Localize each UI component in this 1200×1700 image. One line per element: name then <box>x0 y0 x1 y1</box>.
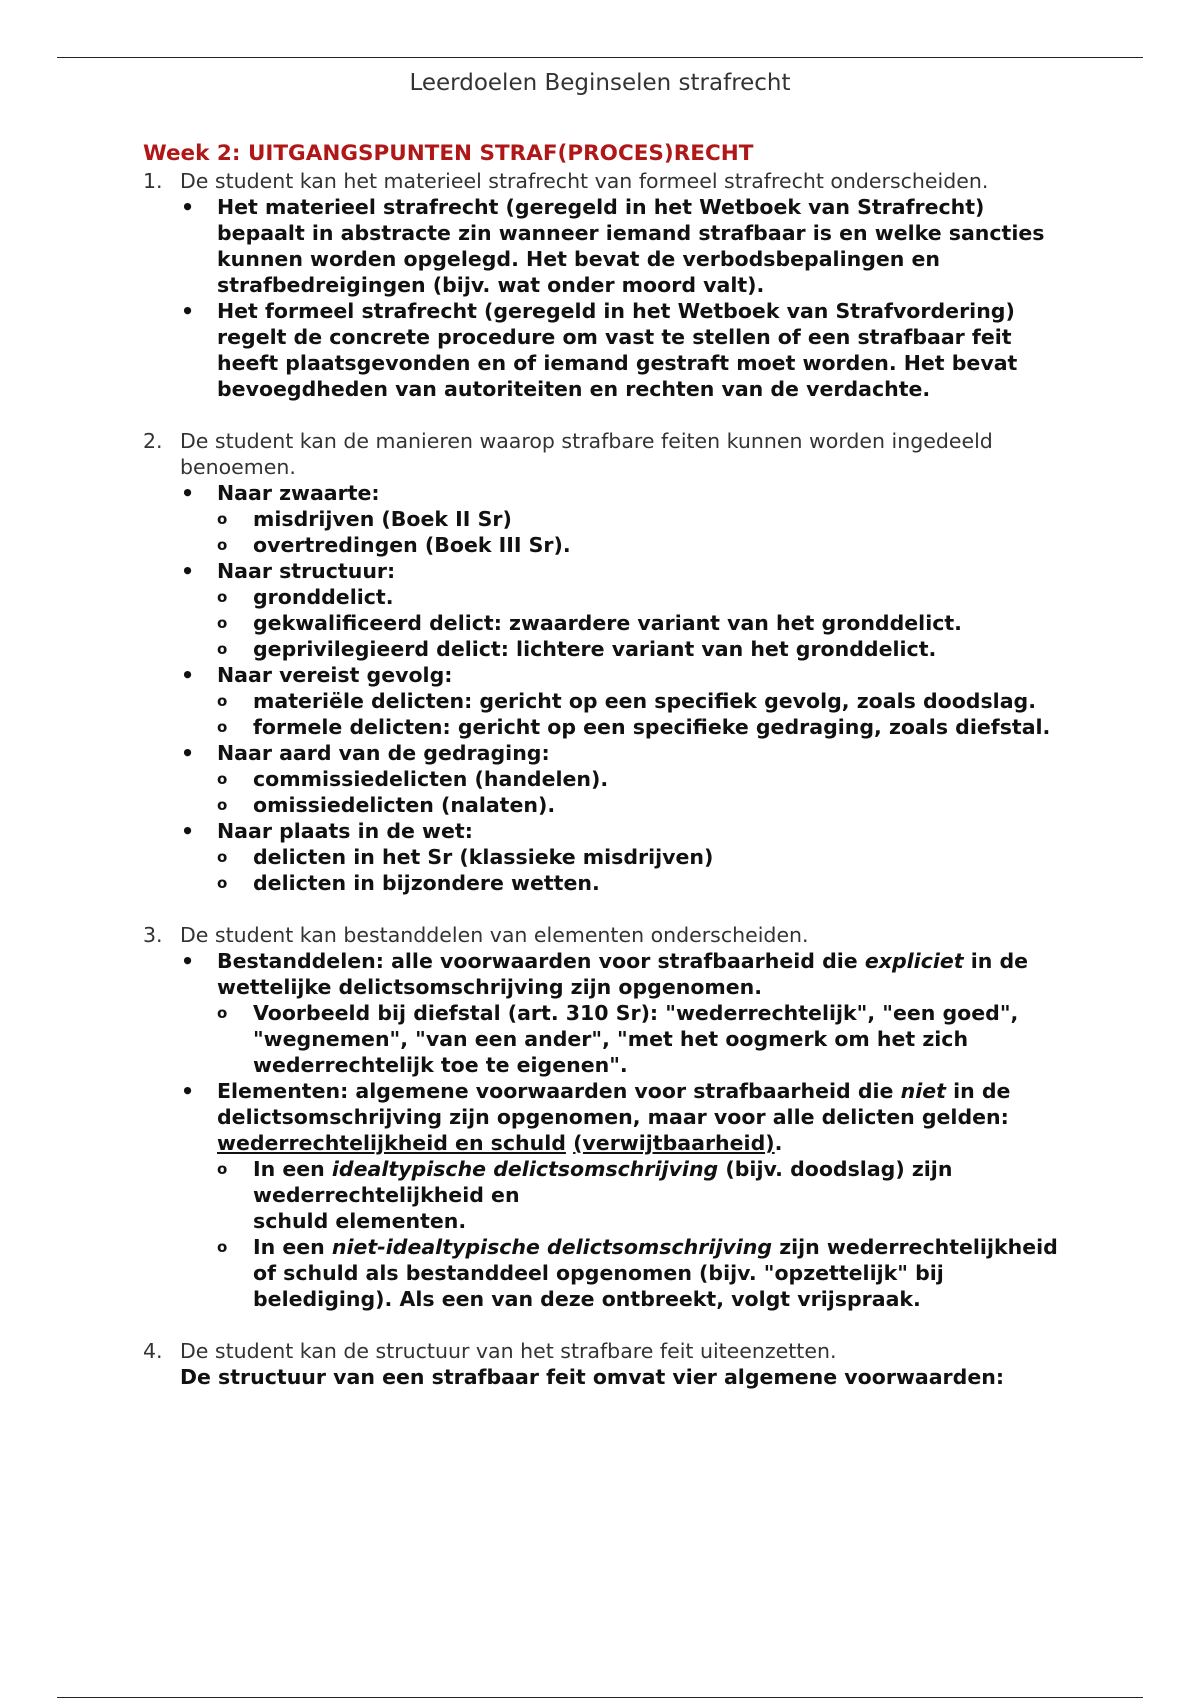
objective-text: De student kan de manieren waarop strafbare feiten kunnen worden ingedeeld benoemen. <box>180 429 993 479</box>
bullet-text: Naar zwaarte: <box>217 481 380 505</box>
sub-list <box>217 688 1063 740</box>
objective-number: 1. <box>143 169 163 193</box>
underlined-term: wederrechtelijkheid en schuld <box>217 1131 566 1155</box>
bullet-text: Elementen: algemene voorwaarden voor strafbaarheid die <box>217 1079 901 1103</box>
sub-item: o geprivilegieerd delict: lichtere variant van het gronddelict. <box>253 636 1063 662</box>
sub-list <box>217 844 1063 896</box>
sub-item: o delicten in het Sr (klassieke misdrijven) <box>253 844 1063 870</box>
sub-list <box>217 584 1063 662</box>
page-title: Leerdoelen Beginselen strafrecht <box>409 70 791 96</box>
bullet-item <box>217 1078 1063 1312</box>
sub-item: o overtredingen (Boek III Sr). <box>253 532 1063 558</box>
sub-item: o Voorbeeld bij diefstal (art. 310 Sr): "wederrechtelijk", "een goed", "wegnemen", "van een ander", "met het oogmerk om het zich wederrechtelijk toe te eigenen". <box>253 1000 1063 1078</box>
objective-number: 4. <box>143 1339 163 1363</box>
bullet-text: . <box>774 1131 783 1155</box>
sub-text: zijn wederrechtelijkheid of schuld als bestanddeel opgenomen (bijv. "opzettelijk" bij belediging). Als een van deze ontbreekt, volgt vrijspraak. <box>253 1235 1058 1311</box>
sub-list <box>217 766 1063 818</box>
objective-number: 3. <box>143 923 163 947</box>
week-heading: Week 2: UITGANGSPUNTEN STRAF(PROCES)RECHT <box>143 141 754 166</box>
bullet-text: in de delictsomschrijving zijn opgenomen, maar voor alle delicten gelden: <box>217 1079 1011 1129</box>
sub-item: o commissiedelicten (handelen). <box>253 766 1063 792</box>
footer-rule <box>57 1697 1143 1698</box>
sub-item: o materiële delicten: gericht op een specifiek gevolg, zoals doodslag. <box>253 688 1063 714</box>
document-body <box>143 142 1063 1390</box>
bullet-emphasis: niet <box>900 1079 946 1103</box>
bullet-list <box>180 194 1063 402</box>
bullet-item <box>217 480 1063 558</box>
sub-item: o gekwalificeerd delict: zwaardere variant van het gronddelict. <box>253 610 1063 636</box>
objective-1 <box>143 168 1063 402</box>
bullet-text: Naar aard van de gedraging: <box>217 741 550 765</box>
sub-item: o gronddelict. <box>253 584 1063 610</box>
sub-emphasis: idealtypische delictsomschrijving <box>331 1157 719 1181</box>
sub-list <box>217 1000 1063 1078</box>
bullet-list <box>180 948 1063 1312</box>
bullet-item <box>217 740 1063 818</box>
sub-list <box>217 506 1063 558</box>
bullet-item: • Het materieel strafrecht (geregeld in het Wetboek van Strafrecht) bepaalt in abstracte zin wanneer iemand strafbaar is en welke sancties kunnen worden opgelegd. Het bevat de verbodsbepalingen en strafbedreigingen (bijv. wat onder moord valt). <box>217 194 1063 298</box>
objective-3 <box>143 922 1063 1312</box>
objective-intro: De structuur van een strafbaar feit omvat vier algemene voorwaarden: <box>180 1365 1005 1389</box>
bullet-item: • Het formeel strafrecht (geregeld in het Wetboek van Strafvordering) regelt de concrete procedure om vast te stellen of een strafbaar feit heeft plaatsgevonden en of iemand gestraft moet worden. Het bevat bevoegdheden van autoriteiten en rechten van de verdachte. <box>217 298 1063 402</box>
objective-2 <box>143 428 1063 896</box>
header-rule <box>57 57 1143 58</box>
objective-text: De student kan bestanddelen van elementen onderscheiden. <box>180 923 809 947</box>
sub-list <box>217 1156 1063 1312</box>
bullet-item <box>217 818 1063 896</box>
bullet-text: Naar plaats in de wet: <box>217 819 473 843</box>
sub-text: In een <box>253 1235 332 1259</box>
underlined-term: (verwijtbaarheid) <box>573 1131 775 1155</box>
bullet-text: Naar vereist gevolg: <box>217 663 453 687</box>
bullet-text: Naar structuur: <box>217 559 396 583</box>
sub-item: o delicten in bijzondere wetten. <box>253 870 1063 896</box>
sub-text: schuld elementen. <box>253 1209 467 1233</box>
bullet-item <box>217 662 1063 740</box>
spacer <box>566 1131 573 1155</box>
bullet-text: in de wettelijke delictsomschrijving zijn opgenomen. <box>217 949 1029 999</box>
objective-text: De student kan de structuur van het strafbare feit uiteenzetten. <box>180 1339 837 1363</box>
bullet-text: Bestanddelen: alle voorwaarden voor strafbaarheid die <box>217 949 865 973</box>
bullet-list <box>180 480 1063 896</box>
bullet-item <box>217 558 1063 662</box>
bullet-item <box>217 948 1063 1078</box>
objective-number: 2. <box>143 429 163 453</box>
sub-text: (bijv. doodslag) zijn wederrechtelijkheid en <box>253 1157 953 1207</box>
sub-item: o formele delicten: gericht op een specifieke gedraging, zoals diefstal. <box>253 714 1063 740</box>
objective-text: De student kan het materieel strafrecht van formeel strafrecht onderscheiden. <box>180 169 989 193</box>
sub-text: In een <box>253 1157 332 1181</box>
sub-emphasis: niet-idealtypische delictsomschrijving <box>331 1235 773 1259</box>
sub-item <box>253 1156 1063 1234</box>
sub-item: o misdrijven (Boek II Sr) <box>253 506 1063 532</box>
objective-4 <box>143 1338 1063 1390</box>
sub-item <box>253 1234 1063 1312</box>
bullet-emphasis: expliciet <box>864 949 964 973</box>
sub-item: o omissiedelicten (nalaten). <box>253 792 1063 818</box>
